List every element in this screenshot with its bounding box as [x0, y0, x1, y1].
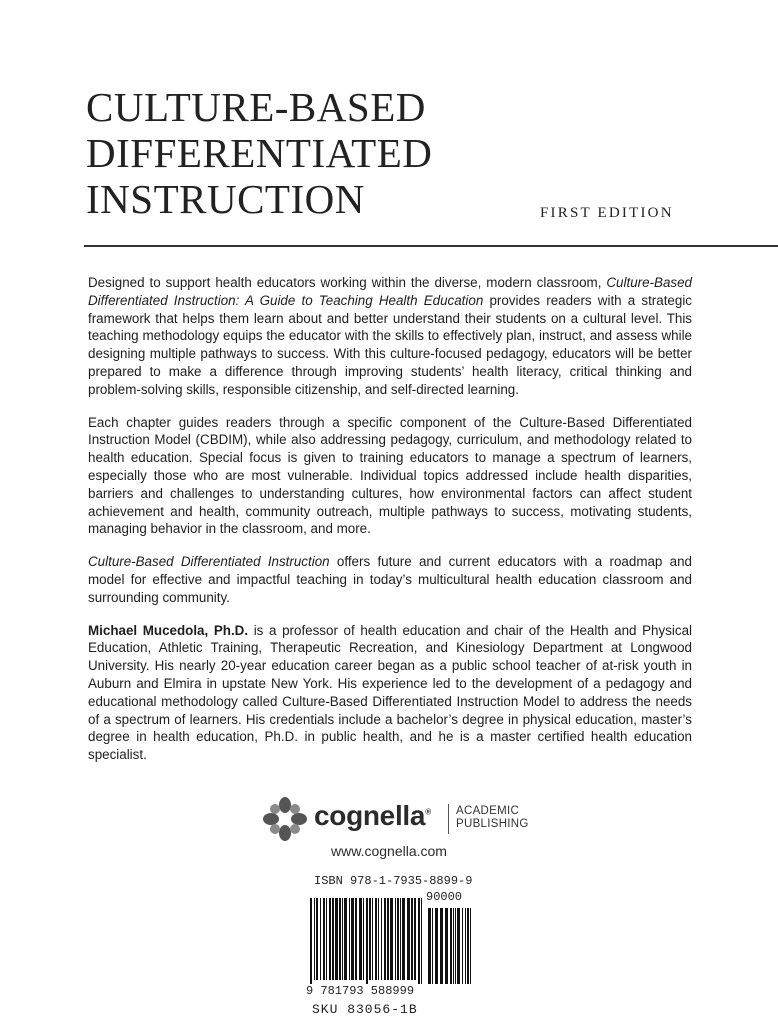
barcode-addon-bar	[467, 908, 469, 984]
barcode-bar	[310, 898, 312, 984]
paragraph-intro	[88, 274, 692, 399]
barcode-bar	[323, 898, 325, 980]
barcode-bar	[335, 898, 338, 980]
paragraph-chapters: Each chapter guides readers through a specific component of the Culture-Based Differentiated Instruction Model (CBDIM), while also addressing pedagogy, curriculum, and methodology related to health education. Special focus is given to training educators to manage a spectrum of learners, especially those who are most vulnerable. Individual topics addressed include health disparities, barriers and challenges to understanding cultures, how environmental factors can affect student achievement and health, community outreach, multiple pathways to success, motivating students, managing behavior in the classroom, and more.	[88, 414, 692, 537]
barcode-bar	[418, 898, 420, 984]
barcode-bar	[359, 898, 362, 980]
barcode-bar	[414, 898, 416, 980]
barcode-bar	[329, 898, 331, 980]
price-code: 90000	[426, 890, 463, 904]
p1-book-title: Culture-Based Differentiated Instruction: A Guide to Teaching Health Education	[88, 275, 692, 308]
p1-rest: provides readers with a strategic framework that helps them learn about and better understand their students on a cultural level. This teaching methodology equips the educator with the skills to effectively plan, instruct, and assess while designing multiple pathways to success. With this culture-focused pedagogy, educators will be better prepared to make a difference through improving students’ health literacy, critical thinking and problem-solving skills, responsible citizenship, and self-directed learning.	[88, 292, 692, 397]
barcode-bar	[351, 898, 354, 980]
tagline-academic: ACADEMIC	[456, 805, 520, 817]
barcode-bar	[411, 898, 413, 980]
barcode-bar	[316, 898, 318, 980]
publisher-logo	[262, 796, 562, 844]
tagline-publishing: PUBLISHING	[456, 818, 529, 830]
barcode-bar	[372, 898, 373, 980]
barcode-bar	[332, 898, 334, 980]
isbn-label: ISBN 978-1-7935-8899-9	[314, 874, 473, 888]
barcode-bar	[363, 898, 364, 980]
barcode-bar	[320, 898, 321, 980]
barcode-bar	[395, 898, 396, 980]
barcode-bar	[390, 898, 393, 980]
barcode-bar	[375, 898, 377, 980]
barcode-addon-bar	[453, 908, 454, 984]
author-bio-rest: is a professor of health education and chair of the Health and Physical Education, Athletic Training, Therapeutic Recreation, and Kinesiology Department at Longwood University. His nearly 20-year education career began as a public school teacher of at-risk youth in Auburn and Elmira in upstate New York. His experience led to the development of a pedagogy and educational methodology called Culture-Based Differentiated Instruction Model to address the needs of a spectrum of learners. His credentials include a bachelor’s degree in physical education, master’s degree in health education, Ph.D. in public health, and he is a master certified health education specialist.	[88, 622, 692, 763]
title-line-3: INSTRUCTION	[86, 176, 365, 222]
barcode-bar	[378, 898, 379, 980]
edition-label: FIRST EDITION	[540, 205, 674, 221]
barcode-bar	[326, 898, 327, 980]
barcode-addon-bar	[428, 908, 431, 984]
barcode-bar	[397, 898, 399, 980]
barcode-bar	[387, 898, 389, 980]
barcode-block	[300, 872, 480, 1022]
barcode-addon-bar	[440, 908, 443, 984]
publisher-name: cognella®	[314, 800, 431, 831]
barcode-addon-bar	[465, 908, 466, 984]
barcode-bar	[355, 898, 357, 980]
publisher-url: www.cognella.com	[331, 843, 447, 859]
barcode-addon-bar	[470, 908, 471, 984]
sku-label: SKU 83056-1B	[312, 1002, 418, 1017]
barcode-addon-bar	[455, 908, 456, 984]
barcode-bar	[421, 898, 422, 984]
barcode-digits: 9 781793 588999	[306, 984, 415, 998]
title-divider	[84, 245, 778, 247]
barcode-addon-bar	[445, 908, 448, 984]
paragraph-author-bio	[88, 622, 692, 764]
cognella-flower-icon	[262, 796, 308, 842]
title-line-1: CULTURE-BASED	[86, 84, 426, 130]
p3-book-title: Culture-Based Differentiated Instruction	[88, 554, 330, 570]
description	[88, 274, 692, 779]
p1-intro: Designed to support health educators working within the diverse, modern classroom,	[88, 275, 607, 290]
barcode-addon-bar	[432, 908, 433, 984]
logo-divider	[448, 804, 449, 834]
barcode-bar	[369, 898, 371, 980]
barcode-addon-bar	[435, 908, 438, 984]
barcode-bar	[349, 898, 350, 980]
barcode-bar	[344, 898, 347, 980]
barcode-bar	[342, 898, 343, 980]
barcode-bar	[339, 898, 341, 980]
publisher-tagline	[456, 805, 529, 831]
p3-rest: offers future and current educators with a roadmap and model for effective and impactful teaching in today’s multicultural health education classroom and surrounding community.	[88, 554, 692, 605]
title-line-2: DIFFERENTIATED	[86, 130, 433, 176]
paragraph-audience	[88, 553, 692, 606]
barcode-addon-bar	[450, 908, 452, 984]
barcode-bar	[400, 898, 401, 980]
barcode-bar	[381, 898, 382, 980]
barcode-bar	[407, 898, 410, 980]
barcode-bar	[366, 898, 368, 984]
barcode-bar	[384, 898, 386, 980]
book-title	[86, 84, 432, 222]
barcode-bar	[314, 898, 315, 980]
barcode-addon-bar	[457, 908, 460, 984]
author-name: Michael Mucedola, Ph.D.	[88, 622, 249, 638]
barcode-bar	[402, 898, 405, 980]
barcode-addon-bar	[462, 908, 463, 984]
